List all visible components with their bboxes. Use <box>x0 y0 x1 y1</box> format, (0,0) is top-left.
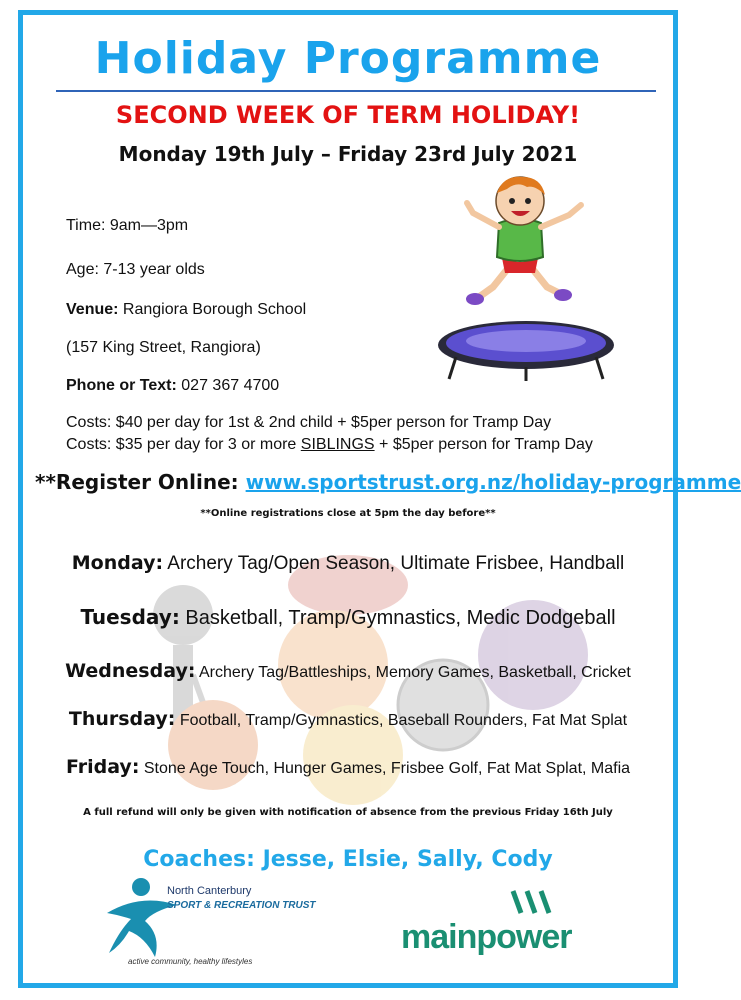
day-activities: Stone Age Touch, Hunger Games, Frisbee Golf, Fat Mat Splat, Mafia <box>139 760 631 777</box>
venue-line <box>66 301 306 319</box>
time-value: 9am—3pm <box>109 217 189 234</box>
schedule-monday <box>23 552 673 575</box>
time-line <box>66 217 188 235</box>
day-name: Tuesday: <box>80 605 180 629</box>
age-label: Age: <box>66 261 99 278</box>
day-name: Wednesday: <box>65 660 196 682</box>
age-line <box>66 261 205 279</box>
nc-logo-line2: SPORT & RECREATION TRUST <box>167 900 316 911</box>
phone-value: 027 367 4700 <box>181 377 280 394</box>
day-name: Monday: <box>71 552 164 574</box>
sponsor-logo-text: mainpower <box>401 918 572 956</box>
day-activities: Archery Tag/Open Season, Ultimate Frisbee, Handball <box>163 553 625 574</box>
schedule-friday <box>23 756 673 778</box>
register-line <box>35 470 741 494</box>
nc-logo-tagline: active community, healthy lifestyles <box>128 957 253 966</box>
siblings-text: SIBLINGS <box>300 436 375 453</box>
register-label: **Register Online: <box>35 470 246 494</box>
time-label: Time: <box>66 217 106 234</box>
mainpower-logo-icon <box>511 889 555 915</box>
day-activities: Archery Tag/Battleships, Memory Games, Basketball, Cricket <box>195 664 631 681</box>
phone-line <box>66 377 279 395</box>
cost-line-2 <box>66 436 593 454</box>
cost-line-1: Costs: $40 per day for 1st & 2nd child + $5per person for Tramp Day <box>66 414 552 431</box>
coaches-line: Coaches: Jesse, Elsie, Sally, Cody <box>143 847 553 872</box>
age-value: 7-13 year olds <box>103 261 205 278</box>
flyer <box>18 10 741 988</box>
nc-logo-line1: North Canterbury <box>167 885 252 897</box>
trampoline-kid-illustration <box>431 175 621 385</box>
refund-note: A full refund will only be given with notification of absence from the previous Friday 16th July <box>83 807 613 818</box>
day-activities: Basketball, Tramp/Gymnastics, Medic Dodgeball <box>179 607 616 629</box>
day-name: Friday: <box>65 756 140 778</box>
register-link[interactable]: www.sportstrust.org.nz/holiday-programme <box>245 470 741 494</box>
schedule-wednesday <box>23 660 673 682</box>
venue-address: (157 King Street, Rangiora) <box>66 339 261 356</box>
venue-label: Venue: <box>66 301 119 318</box>
schedule-thursday <box>23 708 673 730</box>
cost-line-2-prefix: Costs: $35 per day for 3 or more <box>66 436 301 453</box>
day-activities: Football, Tramp/Gymnastics, Baseball Rounders, Fat Mat Splat <box>175 712 628 729</box>
title-divider <box>56 90 656 92</box>
cost-line-2-suffix: + $5per person for Tramp Day <box>374 436 593 453</box>
subtitle: SECOND WEEK OF TERM HOLIDAY! <box>115 101 581 129</box>
page-title: Holiday Programme <box>94 33 602 84</box>
day-name: Thursday: <box>68 708 176 730</box>
schedule-tuesday <box>23 605 673 630</box>
programme-dates: Monday 19th July – Friday 23rd July 2021 <box>118 142 578 166</box>
phone-label: Phone or Text: <box>66 377 177 394</box>
registration-close-note: **Online registrations close at 5pm the day before** <box>200 508 496 519</box>
venue-value: Rangiora Borough School <box>122 301 307 318</box>
